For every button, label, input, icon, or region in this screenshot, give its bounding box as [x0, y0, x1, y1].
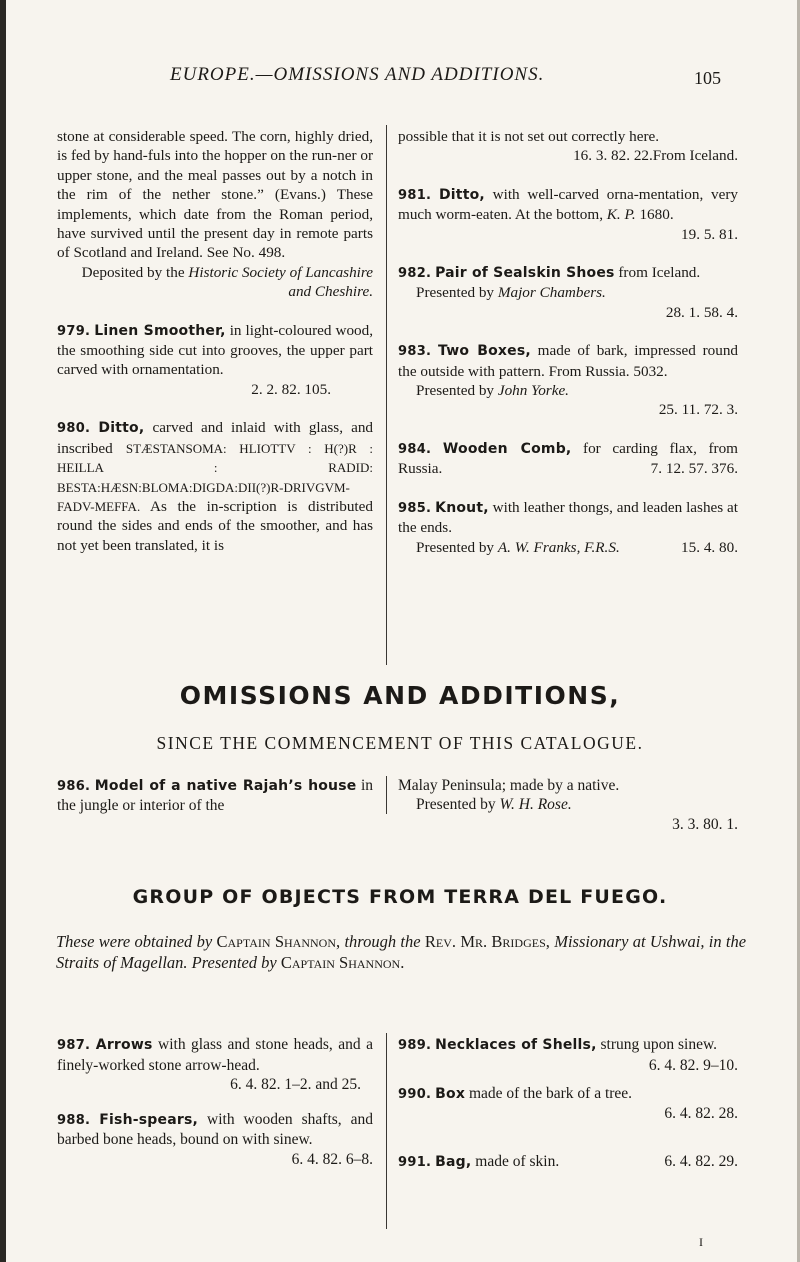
- initials: K. P.: [606, 206, 636, 224]
- presented-line: [398, 795, 738, 814]
- deposited-line: [57, 263, 373, 302]
- column-divider: [386, 776, 387, 814]
- terra-del-fuego-heading: GROUP OF OBJECTS FROM TERRA DEL FUEGO.: [132, 886, 668, 908]
- entry-987: [57, 1035, 373, 1075]
- entry-989: [398, 1035, 738, 1074]
- entry-982: [398, 263, 738, 283]
- entry-989-ref: 6. 4. 82. 9–10.: [648, 1056, 738, 1074]
- entry-text: with well-carved orna-mentation, very much worm-eaten. At the bottom,: [398, 185, 738, 224]
- entry-number: 984.: [398, 441, 432, 457]
- presented-prefix: Presented by: [416, 284, 495, 302]
- presented-prefix: Presented by: [416, 538, 495, 556]
- entry-text: with wooden shafts, and barbed bone heads, bound on with sinew.: [57, 1110, 374, 1149]
- entry-text: carved and inlaid with glass, and inscribed: [57, 419, 374, 457]
- entry-text: in the jungle or interior of the: [57, 777, 374, 815]
- terra-left-column: [57, 1035, 373, 1170]
- continued-sentence: possible that it is not set out correctly here.: [398, 128, 660, 145]
- entry-text: with leather thongs, and leaden lashes at the ends.: [398, 498, 738, 537]
- intro-text: Missionary at Ushwai, in the Straits of Magellan. Presented by: [56, 932, 747, 972]
- omissions-subheading: SINCE THE COMMENCEMENT OF THIS CATALOGUE.: [156, 733, 644, 753]
- entry-980: [57, 418, 373, 555]
- entry-987-ref: 6. 4. 82. 1–2. and 25.: [230, 1076, 361, 1094]
- entry-text-rest: As the in-scription is distributed round the sides and ends of the smoother, and has not yet been translated, it is: [57, 497, 373, 554]
- entry-986-right: [398, 776, 738, 834]
- entry-991-ref: 6. 4. 82. 29.: [664, 1152, 738, 1170]
- intro-rev: Rev. Mr. Bridges,: [424, 932, 550, 951]
- intro-captain: Captain Shannon,: [216, 932, 341, 951]
- terra-right-column: [398, 1035, 738, 1172]
- entry-text: made of skin.: [475, 1152, 560, 1170]
- entry-988: [57, 1110, 374, 1168]
- inscription: STÆSTANSOMA: HLIOTTV : H(?)R : HEILLA : RADID: BESTA:HÆSN:BLOMA:DIGDA:DII(?)R-DRIVGVM-FADV-MEFFA.: [57, 440, 374, 514]
- presented-line: [398, 538, 738, 557]
- entry-title: Necklaces of Shells,: [435, 1037, 597, 1053]
- entry-text: strung upon sinew.: [600, 1036, 718, 1053]
- entry-986-left: [57, 776, 373, 816]
- entry-986-head: [57, 776, 373, 816]
- entry-text: made of bark, impressed round the outside with pattern. From Russia.: [398, 342, 739, 380]
- entry-985-ref: 15. 4. 80.: [681, 538, 738, 556]
- page-number: 105: [694, 68, 721, 88]
- presented-line: [398, 283, 738, 302]
- entry-986-ref: 3. 3. 80. 1.: [672, 815, 738, 833]
- presented-prefix: Presented by: [416, 796, 496, 814]
- intro-text: through the: [344, 932, 421, 951]
- right-column: [398, 127, 738, 557]
- entry-983: [398, 341, 738, 381]
- entry-986-text: Malay Peninsula; made by a native.: [398, 777, 620, 794]
- entry-990-ref: 6. 4. 82. 28.: [664, 1105, 738, 1123]
- presenter: John Yorke.: [497, 382, 569, 400]
- entry-984: [398, 439, 738, 479]
- presented-prefix: Presented by: [416, 382, 495, 400]
- column-divider: [386, 125, 387, 665]
- continued-paragraph: stone at considerable speed. The corn, highly dried, is fed by hand-fuls into the hopper on the run-ner or upper stone, and the meal passes out by a notch in the rim of the nether stone.” (Evans.) These implements, which date from the Roman period, have survived until the present day in remote parts of Scotland and Ireland. See No. 498.: [57, 128, 373, 262]
- entry-number: 985.: [398, 500, 432, 516]
- entry-text: with glass and stone heads, and a finely-worked stone arrow-head.: [57, 1036, 374, 1074]
- entry-number: 982.: [398, 266, 432, 282]
- entry-title: Ditto,: [438, 186, 485, 203]
- entry-984-ref: 7. 12. 57. 376.: [650, 460, 738, 478]
- entry-title: Bag,: [435, 1153, 472, 1170]
- entry-983-ref: 25. 11. 72. 3.: [658, 401, 738, 419]
- entry-title: Two Boxes,: [438, 343, 531, 360]
- entry-title: Wooden Comb,: [442, 440, 572, 457]
- entry-990: [398, 1084, 738, 1105]
- intro-text: These were obtained by: [56, 932, 213, 951]
- entry-number: 981.: [398, 187, 432, 203]
- museum-number: 5032.: [633, 362, 668, 380]
- entry-text: from Iceland.: [618, 264, 701, 282]
- entry-number: 979.: [57, 323, 91, 339]
- entry-number: 990.: [398, 1086, 432, 1102]
- year: 1680.: [639, 206, 674, 224]
- entry-number: 989.: [398, 1038, 432, 1053]
- entry-text: for carding flax, from Russia.: [398, 439, 738, 478]
- entry-981: [398, 185, 738, 225]
- presenter: Major Chambers.: [497, 284, 606, 302]
- entry-title: Box: [435, 1085, 466, 1102]
- entry-number: 980.: [57, 421, 91, 437]
- origin: From Iceland.: [652, 147, 738, 165]
- entry-982-ref: 28. 1. 58. 4.: [665, 303, 738, 321]
- presenter: A. W. Franks, F.R.S.: [497, 538, 620, 556]
- continued-ref: 16. 3. 82. 22.: [573, 147, 653, 165]
- entry-number: 987.: [57, 1038, 91, 1053]
- entry-991: [398, 1152, 738, 1173]
- presented-line: [398, 381, 738, 400]
- presenter: W. H. Rose.: [499, 796, 572, 814]
- entry-text: made of the bark of a tree.: [468, 1084, 633, 1102]
- entry-979-ref: 2. 2. 82. 105.: [251, 380, 331, 398]
- depositor: Historic Society of Lancashire and Cheshire.: [188, 263, 373, 301]
- column-divider: [386, 1033, 387, 1229]
- signature-mark: I: [699, 1235, 703, 1249]
- entry-title: Pair of Sealskin Shoes: [435, 265, 615, 282]
- entry-number: 983.: [398, 344, 432, 360]
- entry-text: in light-coloured wood, the smoothing side cut into grooves, the upper part carved with ornamentation.: [57, 321, 374, 379]
- entry-title: Ditto,: [98, 420, 145, 437]
- entry-title: Linen Smoother,: [94, 322, 226, 339]
- entry-number: 986.: [57, 779, 91, 794]
- left-column: [57, 127, 373, 555]
- running-title: EUROPE.—OMISSIONS AND ADDITIONS.: [170, 64, 545, 85]
- entry-title: Arrows: [95, 1037, 153, 1053]
- entry-title: Model of a native Rajah’s house: [94, 778, 357, 794]
- entry-number: 991.: [398, 1154, 432, 1170]
- entry-title: Fish-spears,: [99, 1111, 199, 1128]
- omissions-heading: OMISSIONS AND ADDITIONS,: [179, 681, 621, 710]
- entry-985: [398, 498, 738, 538]
- entry-979: [57, 321, 373, 380]
- page-left-edge: [0, 0, 6, 1262]
- entry-number: 988.: [57, 1112, 91, 1128]
- entry-988-ref: 6. 4. 82. 6–8.: [291, 1150, 373, 1168]
- running-header: [0, 60, 800, 100]
- intro-captain: Captain Shannon.: [280, 953, 405, 972]
- terra-intro: [56, 931, 746, 973]
- deposited-prefix: Deposited by the: [81, 263, 185, 281]
- entry-title: Knout,: [435, 499, 489, 516]
- entry-981-ref: 19. 5. 81.: [681, 225, 738, 243]
